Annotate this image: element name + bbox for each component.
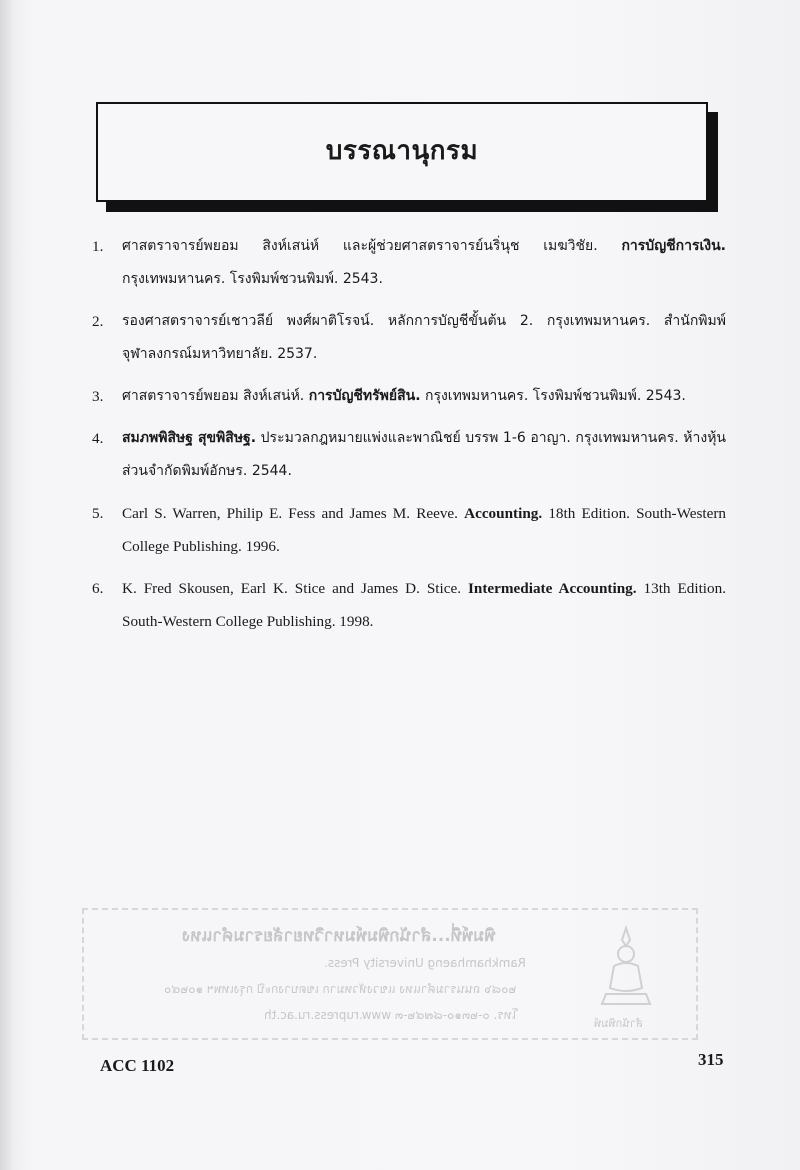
page-title: บรรณานุกรม [325, 135, 479, 166]
reference-title: Accounting. [464, 505, 543, 522]
reference-item [92, 422, 726, 488]
reference-number: 4. [92, 430, 104, 447]
reference-title: การบัญชีทรัพย์สิน. [308, 388, 421, 404]
reference-publication: กรุงเทพมหานคร. โรงพิมพ์ชวนพิมพ์. 2543. [420, 388, 686, 404]
reference-number: 5. [92, 505, 104, 522]
reference-text [122, 305, 726, 371]
reference-text [122, 572, 726, 638]
course-code: ACC 1102 [100, 1056, 175, 1075]
reference-number: 6. [92, 580, 104, 597]
stamp-publisher-name: พิมพ์ที่...สำนักพิมพ์มหาวิทยาลัยรามคำแหง [182, 926, 496, 946]
reference-list [92, 230, 726, 647]
reference-item [92, 572, 726, 638]
stamp-publisher-english: Ramkhamhaeng University Press. [324, 956, 526, 970]
reference-number: 2. [92, 313, 104, 330]
reference-text [122, 380, 726, 413]
stamp-contact: โทร. ๐-๒๓๑๐-๘๗๔๒-๓ www.rupress.ru.ac.th [264, 1008, 519, 1022]
stamp-address: ๒๐๘๖ ถนนรามคำแหง แขวงหัวหมาก เขตบางกะปิ กรุงเทพฯ ๑๐๒๔๐ [164, 982, 517, 996]
reference-item [92, 497, 726, 563]
university-emblem-icon [596, 924, 656, 1014]
reference-number: 3. [92, 388, 104, 405]
title-box [96, 102, 708, 202]
publisher-stamp [82, 908, 698, 1040]
reference-title: สมภพพิสิษฐ สุขพิสิษฐ. [122, 430, 257, 446]
page-number: 315 [698, 1050, 724, 1069]
reference-publication: 18th Edition. South-Western College Publishing. 1996. [122, 505, 726, 555]
reference-item [92, 230, 726, 296]
reference-author: Carl S. Warren, Philip E. Fess and James M. Reeve. [122, 505, 465, 522]
reference-number: 1. [92, 238, 104, 255]
page-edge-shadow [0, 0, 14, 1170]
stamp-logo-label: สำนักพิมพ์ [594, 1017, 643, 1030]
reference-author: ศาสตราจารย์พยอม สิงห์เสน่ห์. [122, 388, 309, 404]
reference-text [122, 422, 726, 488]
reference-author: รองศาสตราจารย์เชาวลีย์ พงศ์ผาติโรจน์. หลักการบัญชีขั้นต้น 2. กรุงเทพมหานคร. สำนักพิมพ์จุฬาลงกรณ์มหาวิทยาลัย. 2537. [122, 313, 726, 362]
reference-publication: กรุงเทพมหานคร. โรงพิมพ์ชวนพิมพ์. 2543. [122, 271, 383, 287]
reference-title: Intermediate Accounting. [468, 580, 637, 597]
reference-text [122, 497, 726, 563]
reference-author: K. Fred Skousen, Earl K. Stice and James D. Stice. [122, 580, 468, 597]
reference-text [122, 230, 726, 296]
reference-item [92, 305, 726, 371]
reference-item [92, 380, 726, 413]
reference-publication: ประมวลกฎหมายแพ่งและพาณิชย์ บรรพ 1-6 อาญา. กรุงเทพมหานคร. ห้างหุ้นส่วนจำกัดพิมพ์อักษร. 2544. [122, 430, 726, 479]
reference-title: การบัญชีการเงิน. [621, 238, 726, 254]
reference-author: ศาสตราจารย์พยอม สิงห์เสน่ห์ และผู้ช่วยศาสตราจารย์นริ่นุช เมฆวิชัย. [122, 238, 622, 254]
reference-publication: 13th Edition. South-Western College Publishing. 1998. [122, 580, 727, 630]
